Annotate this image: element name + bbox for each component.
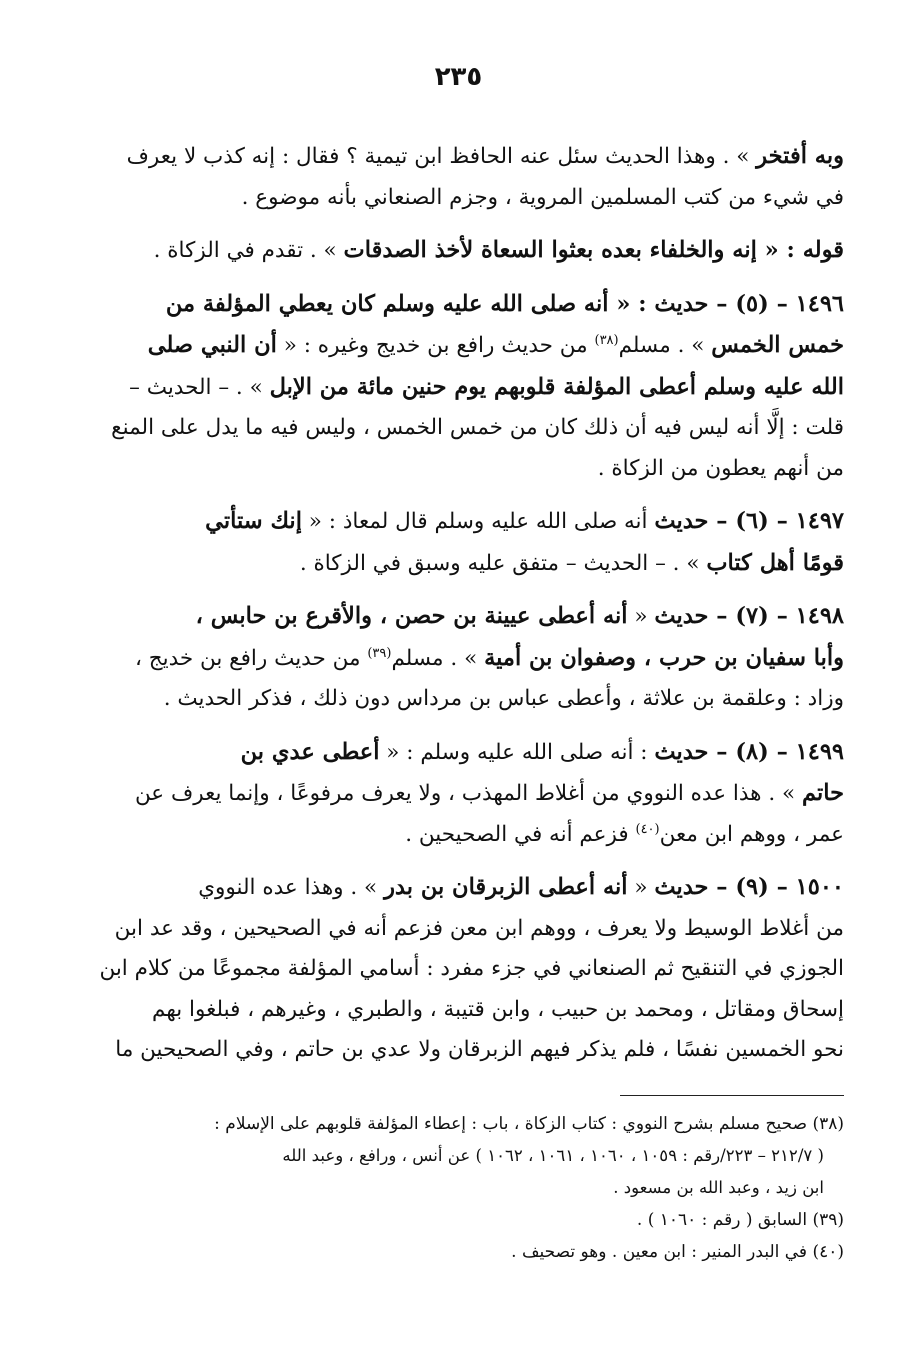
footnote-line: (٤٠) في البدر المنير : ابن معين . وهو تصحيف . xyxy=(511,1242,844,1262)
text-segment: » . هذا عده النووي من أغلاط المهذب ، ولا يعرف مرفوعًا ، وإنما يعرف عن xyxy=(134,781,802,806)
footnote xyxy=(82,1204,844,1236)
bold-text: ١٤٩٦ – (٥) – حديث : « أنه صلى الله عليه وسلم كان يعطي المؤلفة من xyxy=(165,290,844,317)
text-segment: » . مسلم xyxy=(618,333,712,358)
bold-text: أن النبي صلى xyxy=(147,332,277,358)
text-line xyxy=(82,815,844,856)
text-line xyxy=(82,408,844,449)
text-segment: وزاد : وعلقمة بن علاثة ، وأعطى عباس بن مرداس دون ذلك ، فذكر الحديث . xyxy=(163,686,844,711)
bold-text: أنه أعطى عيينة بن حصن ، والأقرع بن حابس ، xyxy=(195,603,628,629)
bold-text: ١٤٩٩ – (٨) – حديث xyxy=(654,738,844,765)
text-line xyxy=(82,773,844,815)
bold-text: أنه أعطى الزبرقان بن بدر xyxy=(384,874,628,900)
text-segment: في شيء من كتب المسلمين المروية ، وجزم الصنعاني بأنه موضوع . xyxy=(241,184,844,210)
page-number: ٢٣٥ xyxy=(434,62,483,92)
text-segment: فزعم أنه في الصحيحين . xyxy=(405,821,636,847)
footnote xyxy=(82,1236,844,1268)
footnote-separator xyxy=(620,1095,844,1096)
text-segment: الجوزي في التنقيح ثم الصنعاني في جزء مفرد : أسامي المؤلفة مجموعًا من كلام ابن xyxy=(99,956,844,981)
paragraph xyxy=(82,867,844,1071)
bold-text: الله عليه وسلم أعطى المؤلفة قلوبهم يوم حنين مائة من الإبل xyxy=(269,373,844,400)
footnote-line: ابن زيد ، وعبد الله بن مسعود . xyxy=(613,1178,824,1197)
text-segment: قلت : إلَّا أنه ليس فيه أن ذلك كان من خمس الخمس ، وليس فيه ما يدل على المنع xyxy=(111,415,844,440)
text-line xyxy=(82,679,844,720)
bold-text: حاتم xyxy=(801,780,844,806)
footnote-reference: (٤٠) xyxy=(635,821,660,837)
paragraph xyxy=(82,596,844,720)
text-line xyxy=(82,284,844,326)
text-line xyxy=(82,230,844,272)
paragraph xyxy=(82,136,844,218)
text-segment: عمر ، ووهم ابن معن xyxy=(659,821,844,847)
text-line xyxy=(82,909,844,950)
text-line xyxy=(82,596,844,638)
paragraph xyxy=(82,230,844,272)
footnote-line: (٣٨) صحيح مسلم بشرح النووي : كتاب الزكاة ، باب : إعطاء المؤلفة قلوبهم على الإسلام : xyxy=(214,1114,844,1134)
bold-text: قوله : « إنه والخلفاء بعده بعثوا السعاة لأخذ الصدقات xyxy=(343,237,844,263)
text-segment: أنه صلى الله عليه وسلم قال لمعاذ : « xyxy=(301,509,655,534)
bold-text: وبه أفتخر xyxy=(756,143,844,169)
bold-text: وأبا سفيان بن حرب ، وصفوان بن أمية xyxy=(484,644,844,671)
text-segment: : أنه صلى الله عليه وسلم : « xyxy=(379,739,655,765)
text-segment: » . – الحديث – متفق عليه وسبق في الزكاة . xyxy=(299,550,707,576)
text-segment: » . وهذا الحديث سئل عنه الحافظ ابن تيمية ؟ فقال : إنه كذب لا يعرف xyxy=(126,144,757,169)
text-line xyxy=(82,325,844,367)
text-line xyxy=(82,178,844,219)
text-line xyxy=(82,543,844,585)
text-segment: » . تقدم في الزكاة . xyxy=(153,238,344,263)
footnote-reference: (٣٨) xyxy=(594,332,619,348)
text-segment: من أغلاط الوسيط ولا يعرف ، ووهم ابن معن فزعم أنه في الصحيحين ، وقد عد ابن xyxy=(114,915,844,941)
text-line xyxy=(82,367,844,409)
footnote-reference: (٣٩) xyxy=(367,645,392,661)
footnote-line: ( ٢١٢/٧ – ٢٢٣/رقم : ١٠٥٩ ، ١٠٦٠ ، ١٠٦١ ، ١٠٦٢ ) عن أنس ، ورافع ، وعبد الله xyxy=(282,1146,824,1165)
bold-text: قومًا أهل كتاب xyxy=(706,549,844,576)
bold-text: إنك ستأتي xyxy=(205,508,302,534)
text-line xyxy=(82,867,844,909)
paragraph xyxy=(82,732,844,856)
bold-text: خمس الخمس xyxy=(711,332,844,358)
text-segment: من حديث رافع بن خديج وغيره : « xyxy=(276,333,595,358)
text-segment: « xyxy=(627,604,655,629)
text-line xyxy=(82,638,844,680)
bold-text: أعطى عدي بن xyxy=(240,738,380,765)
text-segment: من حديث رافع بن خديج ، xyxy=(134,645,368,671)
text-line xyxy=(82,449,844,490)
text-segment: « xyxy=(627,875,655,900)
text-line xyxy=(82,136,844,178)
text-segment: » . وهذا عده النووي xyxy=(198,875,385,900)
bold-text: ١٤٩٧ – (٦) – حديث xyxy=(654,508,844,534)
paragraph xyxy=(82,284,844,490)
text-line xyxy=(82,1030,844,1071)
text-line xyxy=(82,501,844,543)
text-segment: من أنهم يعطون من الزكاة . xyxy=(597,455,844,481)
text-segment: » . مسلم xyxy=(391,645,485,671)
footnote xyxy=(82,1108,844,1204)
footnote-line: (٣٩) السابق ( رقم : ١٠٦٠ ) . xyxy=(636,1210,844,1230)
paragraph xyxy=(82,501,844,584)
text-line xyxy=(82,990,844,1031)
text-segment: نحو الخمسين نفسًا ، فلم يذكر فيهم الزبرقان ولا عدي بن حاتم ، وفي الصحيحين ما xyxy=(115,1037,844,1062)
text-line xyxy=(82,949,844,990)
bold-text: ١٥٠٠ – (٩) – حديث xyxy=(654,874,844,900)
text-line xyxy=(82,732,844,774)
text-segment: » . – الحديث – xyxy=(129,374,270,400)
text-segment: إسحاق ومقاتل ، ومحمد بن حبيب ، وابن قتيبة ، والطبري ، وغيرهم ، فبلغوا بهم xyxy=(152,996,844,1022)
footnotes xyxy=(82,1108,844,1268)
main-text xyxy=(82,136,844,1083)
bold-text: ١٤٩٨ – (٧) – حديث xyxy=(654,603,844,629)
